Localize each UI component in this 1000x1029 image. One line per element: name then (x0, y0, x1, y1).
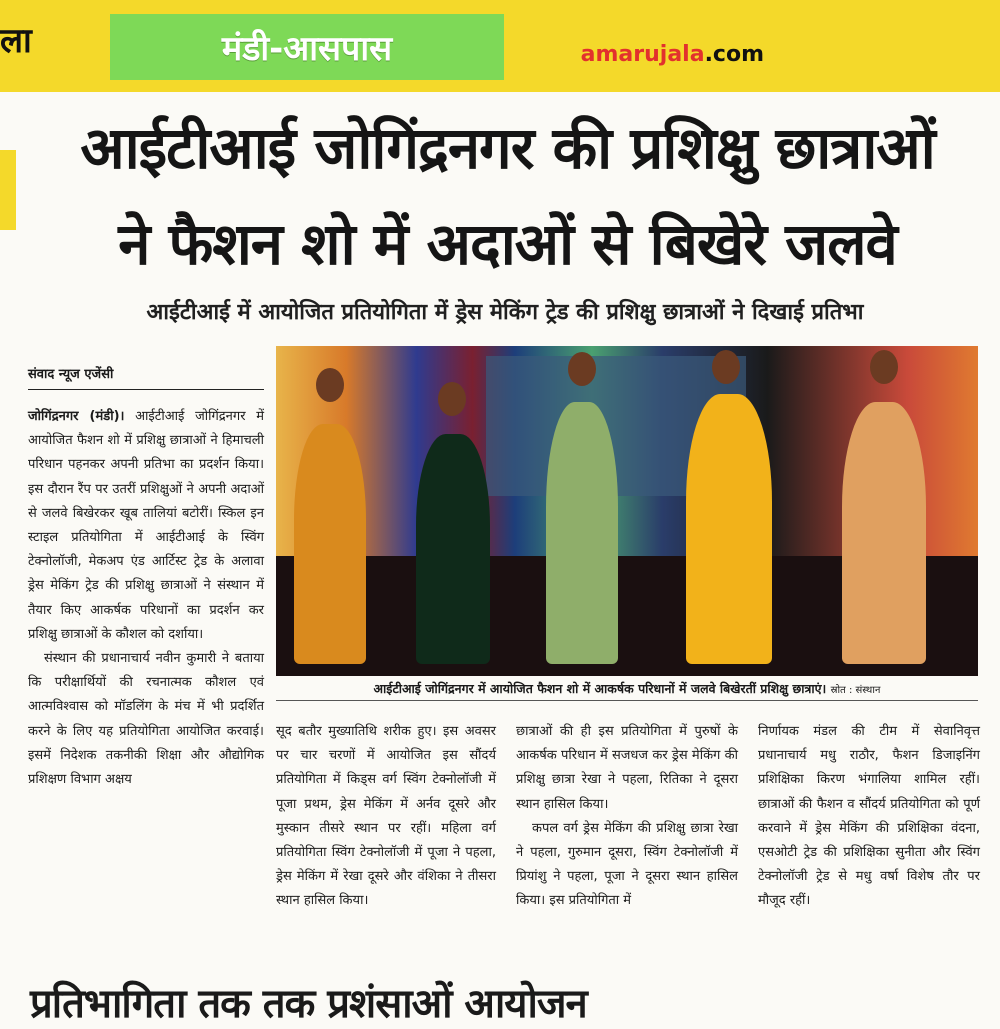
site-brand: amarujala (580, 42, 705, 67)
model-2-head (438, 382, 466, 416)
model-4 (686, 394, 772, 664)
agency-byline: संवाद न्यूज एजेंसी (28, 367, 114, 382)
column-2 (276, 720, 496, 914)
site-tld: .com (704, 42, 764, 67)
model-1 (294, 424, 366, 664)
site-url (581, 42, 764, 67)
column-1 (28, 405, 264, 792)
column-4 (758, 720, 980, 914)
next-article-headline: प्रतिभागिता तक तक प्रशंसाओं आयोजन (30, 981, 587, 1027)
fashion-show-photo (276, 346, 978, 676)
headline-line-1: आईटीआई जोगिंद्रनगर की प्रशिक्षु छात्राओं (80, 114, 935, 182)
caption-text: आईटीआई जोगिंद्रनगर में आयोजित फैशन शो में आकर्षक परिधानों में जलवे बिखेरतीं प्रशिक्षु छात्राएं। (373, 681, 827, 696)
column-1-para-2: संस्थान की प्रधानाचार्य नवीन कुमारी ने बताया कि परीक्षार्थियों की रचनात्मक कौशल एवं आत्मविश्वास को मॉडलिंग के मंच में भी प्रदर्शित करने के लिए यह प्रतियोगिता आयोजित करवाई। इसमें निदेशक तकनीकी शिक्षा और औद्योगिक प्रशिक्षण विभाग अक्षय (28, 651, 264, 788)
column-3-para-2: कपल वर्ग ड्रेस मेकिंग की प्रशिक्षु छात्रा रेखा ने पहला, गुरुमान दूसरा, स्विंग टेक्नोलॉजी में प्रियांशु ने पहला, पूजा ने दूसरा स्थान हासिल किया। इस प्रतियोगिता में (516, 820, 738, 909)
masthead-bar (0, 0, 1000, 92)
caption-rule (276, 700, 978, 701)
column-2-para: सूद बतौर मुख्यातिथि शरीक हुए। इस अवसर पर चार चरणों में आयोजित इस सौंदर्य प्रतियोगिता में किड्स वर्ग स्विंग टेक्नोलॉजी में पूजा प्रथम, ड्रेस मेकिंग में अर्नव दूसरे और मुस्कान तीसरे स्थान पर रहीं। महिला वर्ग प्रतियोगिता स्विंग टेक्नोलॉजी में पूजा ने पहला, ड्रेस मेकिंग में रेखा दूसरे और वंशिका ने तीसरा स्थान हासिल किया। (276, 724, 496, 909)
headline-line-2: ने फैशन शो में अदाओं से बिखेरे जलवे (118, 210, 897, 278)
photo-credit: स्रोत : संस्थान (830, 685, 881, 696)
section-tab (110, 14, 504, 80)
brand-fragment: ला (0, 21, 33, 61)
model-3 (546, 402, 618, 664)
model-3-head (568, 352, 596, 386)
column-4-para: निर्णायक मंडल की टीम में सेवानिवृत्त प्रधानाचार्य मधु राठौर, फैशन डिजाइनिंग प्रशिक्षिका किरण भंगालिया शामिल रहीं। छात्राओं की फैशन व सौंदर्य प्रतियोगिता को पूर्ण करवाने में ड्रेस मेकिंग की प्रशिक्षिका वंदना, एसओटी ट्रेड की प्रशिक्षिका सुनीता और स्विंग टेक्नोलॉजी ट्रेड से मधु वर्षा विशेष तौर पर मौजूद रहीं। (758, 724, 980, 909)
column-1-para-1: आईटीआई जोगिंद्रनगर में आयोजित फैशन शो में प्रशिक्षु छात्राओं ने हिमाचली परिधान पहनकर अपनी प्रतिभा का प्रदर्शन किया। इस दौरान रैंप पर उतरीं प्रशिक्षुओं ने अपनी अदाओं से जलवे बिखेरकर खूब तालियां बटोरीं। स्किल इन स्टाइल प्रतियोगिता में आईटीआई के स्विंग टेक्नोलॉजी, मेकअप एंड आर्टिस्ट ट्रेड के अलावा ड्रेस मेकिंग ट्रेड की प्रशिक्षु छात्राओं ने संस्थान में तैयार किए आकर्षक परिधानों का प्रदर्शन कर प्रशिक्षु छात्राओं के कौशल को दर्शाया। (28, 409, 264, 642)
column-3-para-1: छात्राओं की ही इस प्रतियोगिता में पुरुषों के आकर्षक परिधान में सजधज कर ड्रेस मेकिंग की प्रशिक्षु छात्रा रेखा ने पहला, रितिका ने दूसरा स्थान हासिल किया। (516, 724, 738, 812)
model-4-head (712, 350, 740, 384)
column-3 (516, 720, 738, 914)
left-color-strip (0, 150, 16, 230)
model-5 (842, 402, 926, 664)
model-5-head (870, 350, 898, 384)
subheadline: आईटीआई में आयोजित प्रतियोगिता में ड्रेस मेकिंग ट्रेड की प्रशिक्षु छात्राओं ने दिखाई प्रतिभा (146, 300, 864, 325)
dateline: जोगिंद्रनगर (मंडी)। (28, 409, 125, 424)
headline (20, 100, 995, 292)
byline-rule (28, 389, 264, 390)
photo-caption (276, 680, 978, 697)
section-label: मंडी-आसपास (221, 29, 393, 69)
model-2 (416, 434, 490, 664)
model-1-head (316, 368, 344, 402)
